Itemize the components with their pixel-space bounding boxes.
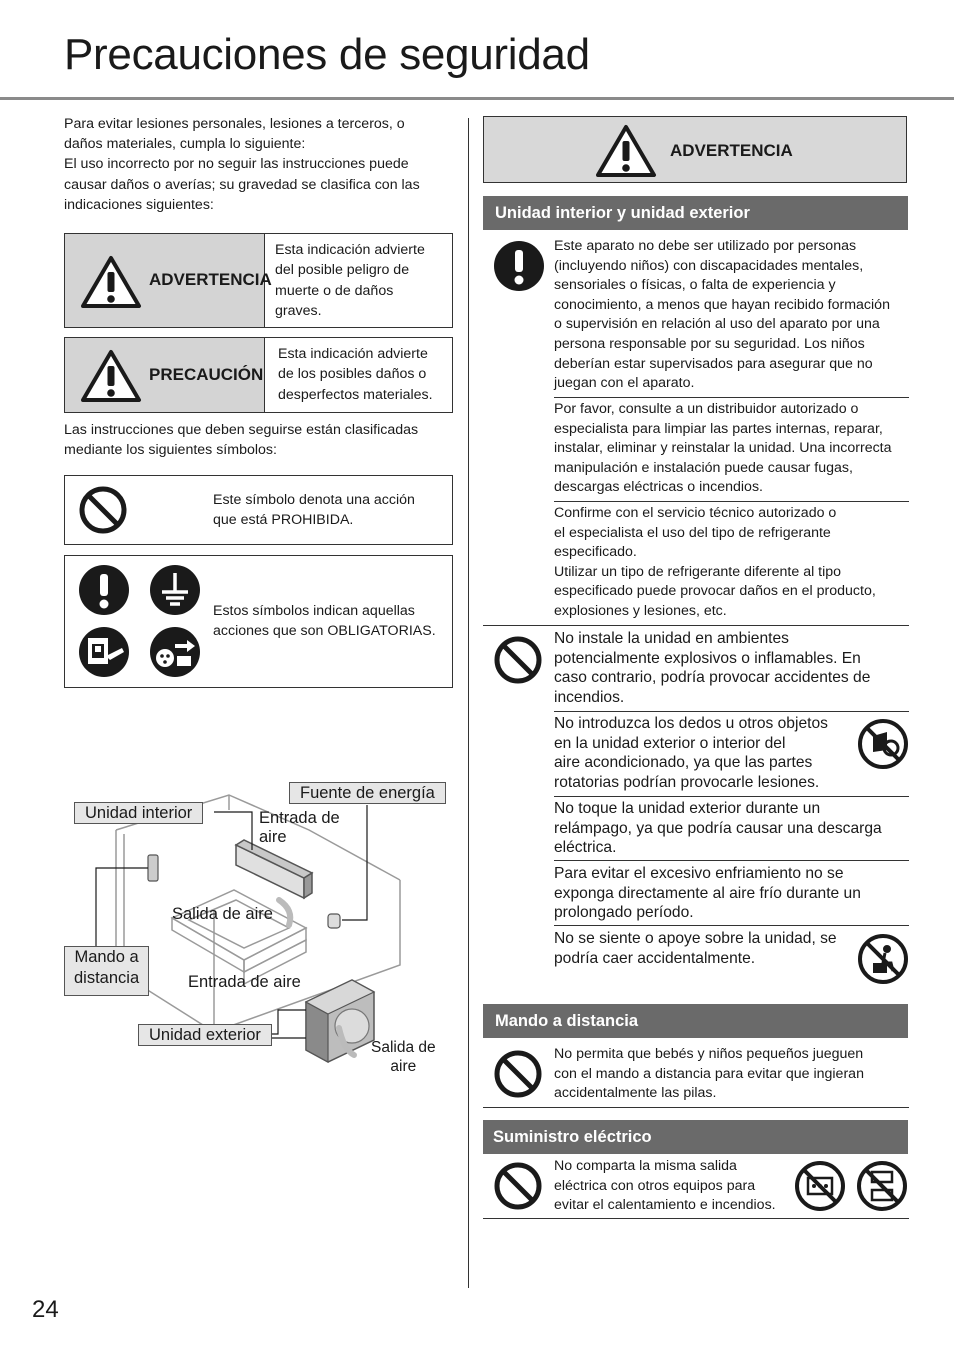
divider	[483, 1218, 909, 1219]
divider	[554, 397, 909, 398]
prohibited-symbol-box	[64, 475, 453, 545]
divider	[554, 860, 909, 861]
item-lightning: No toque la unidad exterior durante un relámpago, ya que podría causar una descarga eléctrica.	[554, 800, 882, 857]
legend-caution-label: PRECAUCIÓN	[149, 365, 264, 384]
legend-warning-label: ADVERTENCIA	[149, 270, 272, 289]
divider	[554, 925, 909, 926]
item-explosive-environment: No instale la unidad en ambientes potencialmente explosivos o inflamables. En caso contrario, podría provocar accidentes de incendios.	[554, 630, 871, 706]
item-supervision: Este aparato no debe ser utilizado por personas (incluyendo niños) con discapacidades mentales, sensoriales o físicas, o falta de experiencia y conocimiento, a menos que hayan recibido formación o supervisión en relación al uso del aparato por una persona responsable por su seguridad. Los niños deberían estar supervisados para asegurar que no juegan con el aparato.	[554, 238, 890, 392]
switch-off-icon	[78, 626, 130, 678]
item-cold-air: Para evitar el excesivo enfriamiento no se exponga directamente al aire frío durante un prolongado período.	[554, 865, 861, 922]
ground-icon	[149, 564, 201, 616]
prohibited-icon	[493, 635, 543, 685]
label-air-inlet-bottom: Entrada de aire	[188, 973, 301, 991]
item-do-not-sit: No se siente o apoye sobre la unidad, se podría caer accidentalmente.	[554, 930, 837, 967]
page-number: 24	[32, 1296, 59, 1323]
label-air-inlet-top: Entrada de aire	[259, 809, 340, 846]
section-header-units: Unidad interior y unidad exterior	[483, 196, 908, 230]
no-fingers-icon	[857, 718, 909, 770]
item-remote-batteries: No permita que bebés y niños pequeños jueguen con el mando a distancia para evitar que ingieran accidentalmente las pilas.	[554, 1046, 864, 1102]
no-sitting-icon	[857, 933, 909, 985]
divider	[554, 796, 909, 797]
legend-caution-text: Esta indicación advierte de los posibles daños o desperfectos materiales.	[278, 346, 433, 403]
outdoor-unit-illustration	[306, 980, 374, 1062]
divider	[483, 1107, 909, 1108]
no-shared-outlet-icon	[794, 1160, 846, 1212]
legend-warning	[64, 233, 453, 328]
mandatory-exclamation-icon	[493, 240, 545, 292]
section-header-power: Suministro eléctrico	[483, 1120, 908, 1154]
label-power-source: Fuente de energía	[289, 782, 446, 804]
no-extension-cord-icon	[856, 1160, 908, 1212]
divider	[483, 625, 909, 626]
legend-caution	[64, 337, 453, 413]
item-refrigerant: Confirme con el servicio técnico autorizado o el especialista el uso del tipo de refrigerante especificado. Utilizar un tipo de refrigerante diferente al tipo especificado puede provocar daños en el producto, explosiones y lesiones, etc.	[554, 505, 876, 619]
label-air-outlet-outdoor: Salida de aire	[371, 1039, 436, 1075]
prohibited-icon	[78, 485, 128, 535]
mandatory-symbol-box	[64, 555, 453, 688]
warning-triangle-icon	[79, 254, 143, 310]
unplug-icon	[149, 626, 201, 678]
divider	[554, 711, 909, 712]
warning-header-label: ADVERTENCIA	[670, 141, 793, 160]
label-outdoor-unit: Unidad exterior	[138, 1024, 272, 1046]
intro-paragraph: Para evitar lesiones personales, lesiones a terceros, o daños materiales, cumpla lo siguiente: El uso incorrecto por no seguir las instrucciones puede causar daños o averías; su gravedad se clasifica con las indicaciones siguientes:	[64, 116, 420, 213]
indoor-unit-illustration	[236, 840, 312, 898]
label-indoor-unit: Unidad interior	[74, 802, 203, 824]
column-divider	[468, 118, 469, 1288]
item-fingers: No introduzca los dedos u otros objetos en la unidad exterior o interior del aire acondicionado, ya que las partes rotatorias podrían provocarle lesiones.	[554, 715, 828, 791]
legend-warning-text: Esta indicación advierte del posible peligro de muerte o de daños graves.	[275, 242, 425, 320]
mandatory-text: Estos símbolos indican aquellas acciones que son OBLIGATORIAS.	[213, 603, 436, 640]
symbols-intro: Las instrucciones que deben seguirse están clasificadas mediante los siguientes símbolos:	[64, 422, 419, 459]
title-divider	[0, 97, 954, 100]
mandatory-exclamation-icon	[78, 564, 130, 616]
prohibited-text: Este símbolo denota una acción que está PROHIBIDA.	[213, 492, 415, 529]
item-authorized-dealer: Por favor, consulte a un distribuidor autorizado o especialista para limpiar las partes internas, reparar, instalar, eliminar y reinstalar la unidad. Una incorrecta manipulación e instalación puede causar fugas, descargas eléctricas o incendios.	[554, 401, 892, 496]
prohibited-icon	[493, 1161, 543, 1211]
prohibited-icon	[493, 1049, 543, 1099]
warning-triangle-icon	[594, 123, 658, 179]
warning-header-box	[483, 116, 907, 183]
label-remote: Mando a distancia	[64, 946, 149, 996]
divider	[554, 501, 909, 502]
page-title: Precauciones de seguridad	[64, 30, 590, 79]
item-shared-outlet: No comparta la misma salida eléctrica con otros equipos para evitar el calentamiento e incendios.	[554, 1158, 776, 1214]
caution-triangle-icon	[79, 348, 143, 404]
section-header-remote: Mando a distancia	[483, 1004, 908, 1038]
label-air-outlet-indoor: Salida de aire	[172, 905, 273, 923]
